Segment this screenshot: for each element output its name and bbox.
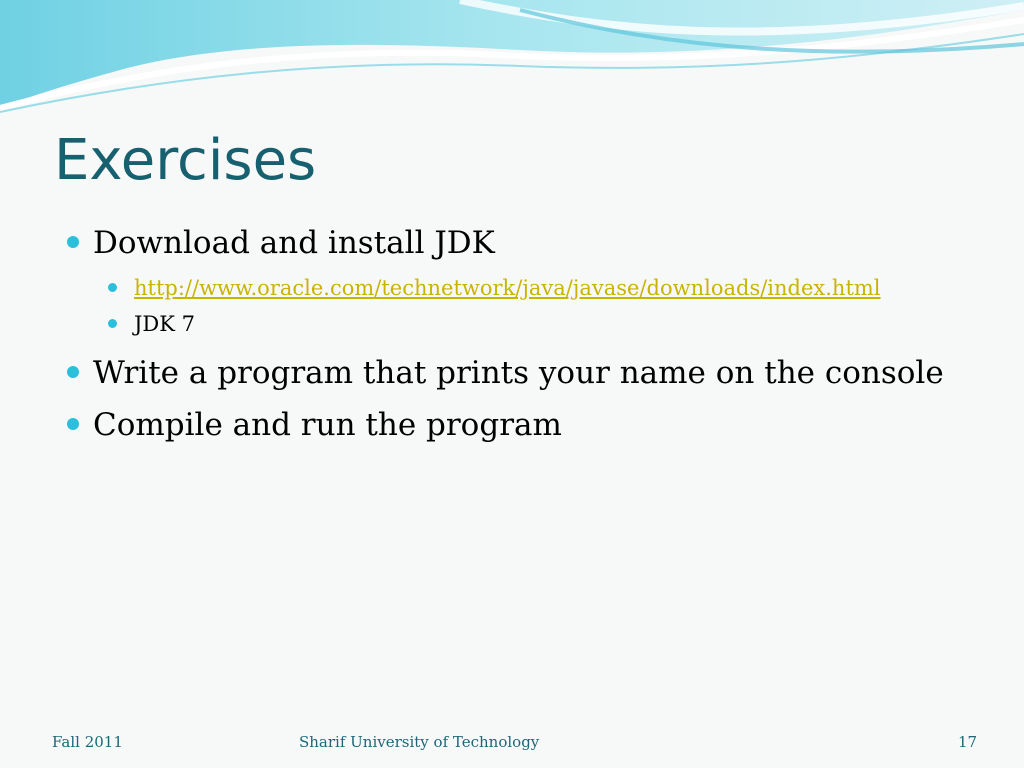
slide-title: Exercises bbox=[54, 128, 317, 193]
sub-bullet-text: JDK 7 bbox=[134, 312, 195, 336]
bullet-text: Compile and run the program bbox=[93, 407, 562, 443]
sub-bullet-item bbox=[64, 270, 1004, 306]
bullet-dot-icon bbox=[67, 418, 79, 430]
bullet-dot-icon bbox=[108, 283, 117, 292]
bullet-text: Download and install JDK bbox=[93, 225, 495, 261]
bullet-dot-icon bbox=[67, 236, 79, 248]
download-link[interactable]: http://www.oracle.com/technetwork/java/javase/downloads/index.html bbox=[134, 276, 881, 300]
footer-page-number: 17 bbox=[958, 733, 978, 751]
footer-date: Fall 2011 bbox=[52, 733, 123, 751]
header-wave-decoration bbox=[0, 0, 1024, 120]
bullet-item bbox=[64, 352, 1004, 394]
bullet-dot-icon bbox=[67, 366, 79, 378]
footer-institution: Sharif University of Technology bbox=[299, 733, 540, 751]
bullet-item bbox=[64, 404, 1004, 446]
bullet-dot-icon bbox=[108, 319, 117, 328]
bullet-text: Write a program that prints your name on the console bbox=[93, 355, 944, 391]
bullet-item bbox=[64, 222, 1004, 264]
sub-bullet-item bbox=[64, 306, 1004, 342]
bullet-list bbox=[64, 222, 1004, 452]
